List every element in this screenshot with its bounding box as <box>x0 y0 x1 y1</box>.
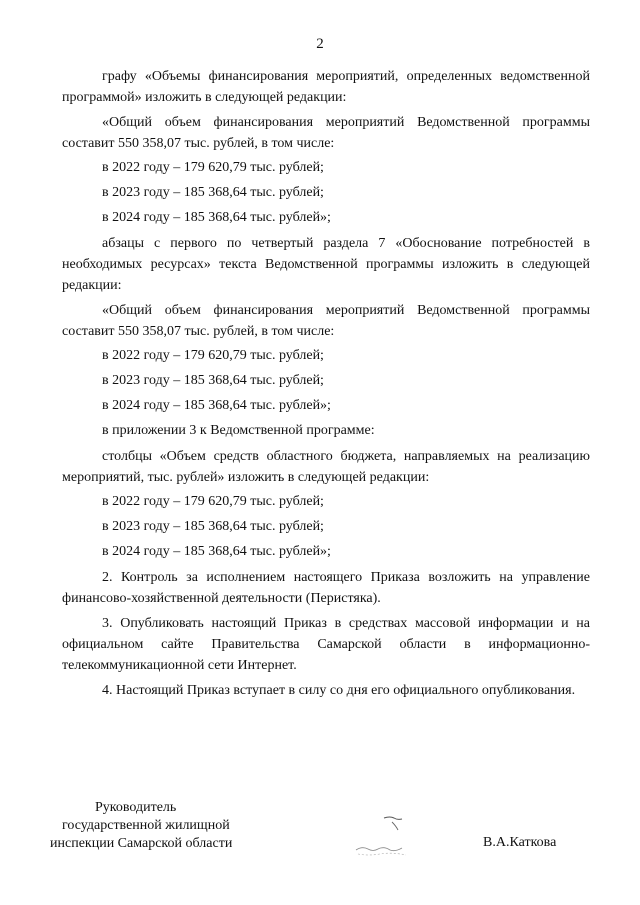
signature-block <box>50 799 232 853</box>
paragraph: в 2023 году – 185 368,64 тыс. рублей; <box>102 373 324 388</box>
paragraph: абзацы с первого по четвертый раздела 7 «Обоснование потребностей в необходимых ресурсах» текста Ведомственной программы изложить в следующей редакции: <box>62 236 590 293</box>
paragraph: столбцы «Объем средств областного бюджета, направляемых на реализацию мероприятий, тыс. рублей» изложить в следующей редакции: <box>62 449 590 485</box>
paragraph: в 2022 году – 179 620,79 тыс. рублей; <box>102 494 324 509</box>
paragraph: в 2024 году – 185 368,64 тыс. рублей»; <box>102 544 331 559</box>
paragraph: 4. Настоящий Приказ вступает в силу со дня его официального опубликования. <box>102 683 576 698</box>
paragraph: графу «Объемы финансирования мероприятий, определенных ведомственной программой» изложить в следующей редакции: <box>62 69 590 105</box>
paragraph: в 2022 году – 179 620,79 тыс. рублей; <box>102 348 324 363</box>
signer-name: В.А.Каткова <box>483 835 557 850</box>
paragraph: в 2023 году – 185 368,64 тыс. рублей; <box>102 519 324 534</box>
paragraph: в 2024 году – 185 368,64 тыс. рублей»; <box>102 398 331 413</box>
paragraph: 3. Опубликовать настоящий Приказ в средствах массовой информации и на официальном сайте Правительства Самарской области в информационно-телекоммуникационной сети Интернет. <box>62 616 590 673</box>
signer-position-line3: инспекции Самарской области <box>50 836 233 851</box>
paragraph: в 2022 году – 179 620,79 тыс. рублей; <box>102 160 324 175</box>
paragraph: в приложении 3 к Ведомственной программе: <box>102 423 375 438</box>
paragraph: «Общий объем финансирования мероприятий Ведомственной программы составит 550 358,07 тыс. рублей, в том числе: <box>62 303 590 339</box>
signer-position-line1: Руководитель <box>95 800 177 815</box>
paragraph: 2. Контроль за исполнением настоящего Приказа возложить на управление финансово-хозяйственной деятельности (Перистяка). <box>62 570 590 606</box>
page-number: 2 <box>316 36 324 52</box>
signer-position-line2: государственной жилищной <box>62 818 230 833</box>
paragraph: в 2024 году – 185 368,64 тыс. рублей»; <box>102 210 331 225</box>
paragraph: в 2023 году – 185 368,64 тыс. рублей; <box>102 185 324 200</box>
document-body <box>62 66 590 705</box>
paragraph: «Общий объем финансирования мероприятий Ведомственной программы составит 550 358,07 тыс. рублей, в том числе: <box>62 115 590 151</box>
handwritten-signature <box>350 812 420 864</box>
